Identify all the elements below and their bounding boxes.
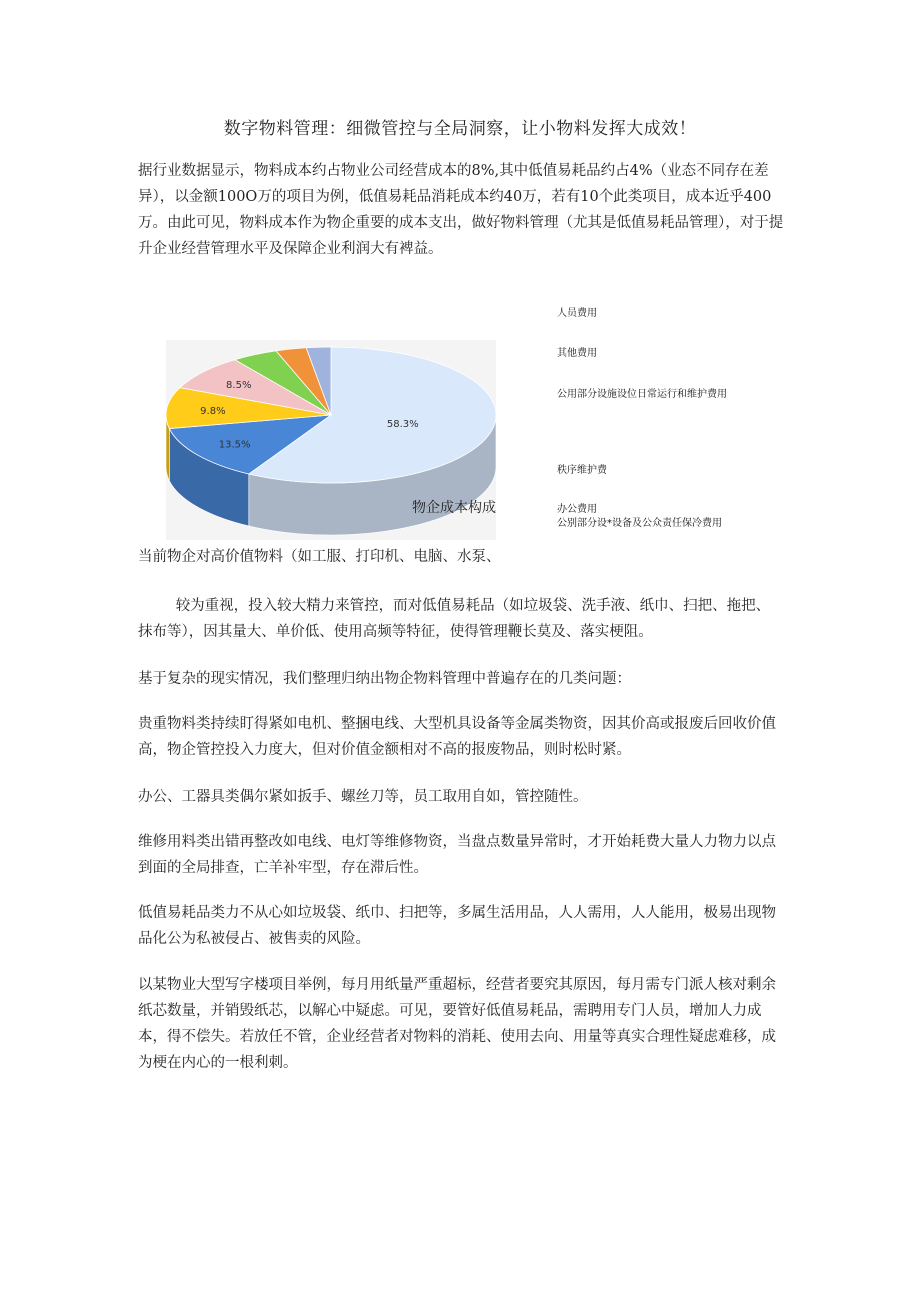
legend-item-3: 公用部分设施设位日常运行和维护费用 — [557, 389, 727, 400]
legend-item-4: 秩序维护费 — [557, 465, 607, 476]
pie-value-label-3: 9.8% — [200, 405, 226, 417]
paragraph-2: 较为重视，投入较大精力来管控，而对低值易耗品（如垃圾袋、洗手液、纸巾、扫把、拖把、抹布等），因其量大、单价低、使用高频等特征，使得管理鞭长莫及、落实梗阻。 — [138, 598, 771, 640]
legend-item-6: 公别部分设*设备及公众责任保冷费用 — [557, 518, 722, 529]
legend-item-2: 其他费用 — [557, 348, 597, 359]
paragraph-3: 基于复杂的现实情况，我们整理归纳出物企物料管理中普遍存在的几类问题： — [138, 671, 631, 687]
intro-paragraph: 据行业数据显示，物料成本约占物业公司经营成本的8%,其中低值易耗品约占4%（业态不同存在差异），以金额100O万的项目为例，低值易耗品消耗成本约40万，若有10个此类项目，成本近乎400万。由此可见，物料成本作为物企重要的成本支出，做好物料管理（尤其是低值易耗品管理），对于提升企业经营管理水平及保障企业利润大有裨益。 — [138, 163, 784, 257]
paragraph-6: 维修用料类出错再整改如电线、电灯等维修物资，当盘点数量异常时，才开始耗费大量人力物力以点到面的全局排查，亡羊补牢型，存在滞后性。 — [138, 834, 776, 876]
paragraph-1: 当前物企对高价值物料（如工服、打印机、电脑、水泵、 — [138, 549, 501, 565]
legend-item-1: 人员费用 — [557, 308, 597, 319]
paragraph-4: 贵重物料类持续盯得紧如电机、整捆电线、大型机具设备等金属类物资，因其价高或报废后回收价值高，物企管控投入力度大，但对价值金额相对不高的报废物品，则时松时紧。 — [138, 716, 776, 758]
paragraph-7: 低值易耗品类力不从心如垃圾袋、纸巾、扫把等，多属生活用品，人人需用，人人能用，极易出现物品化公为私被侵占、被售卖的风险。 — [138, 905, 776, 947]
chart-title: 物企成本构成 — [412, 500, 496, 516]
pie-value-label-2: 13.5% — [218, 439, 251, 451]
pie-value-label-4: 8.5% — [226, 380, 252, 392]
page-title: 数字物料管理：细微管控与全局洞察，让小物料发挥大成效！ — [223, 119, 697, 139]
pie-value-label-1: 58.3% — [386, 418, 419, 430]
paragraph-5: 办公、工器具类偶尔紧如扳手、螺丝刀等，员工取用自如，管控随性。 — [138, 789, 588, 805]
paragraph-8: 以某物业大型写字楼项目举例，每月用纸量严重超标，经营者要究其原因，每月需专门派人核对剩余纸芯数量，并销毁纸芯，以解心中疑虑。可见，要管好低值易耗品，需聘用专门人员，增加人力成本，得不偿失。若放任不管，企业经营者对物料的消耗、使用去向、用量等真实合理性疑虑难移，成为梗在内心的一根利刺。 — [138, 977, 776, 1071]
legend-item-5: 办公费用 — [557, 504, 597, 515]
